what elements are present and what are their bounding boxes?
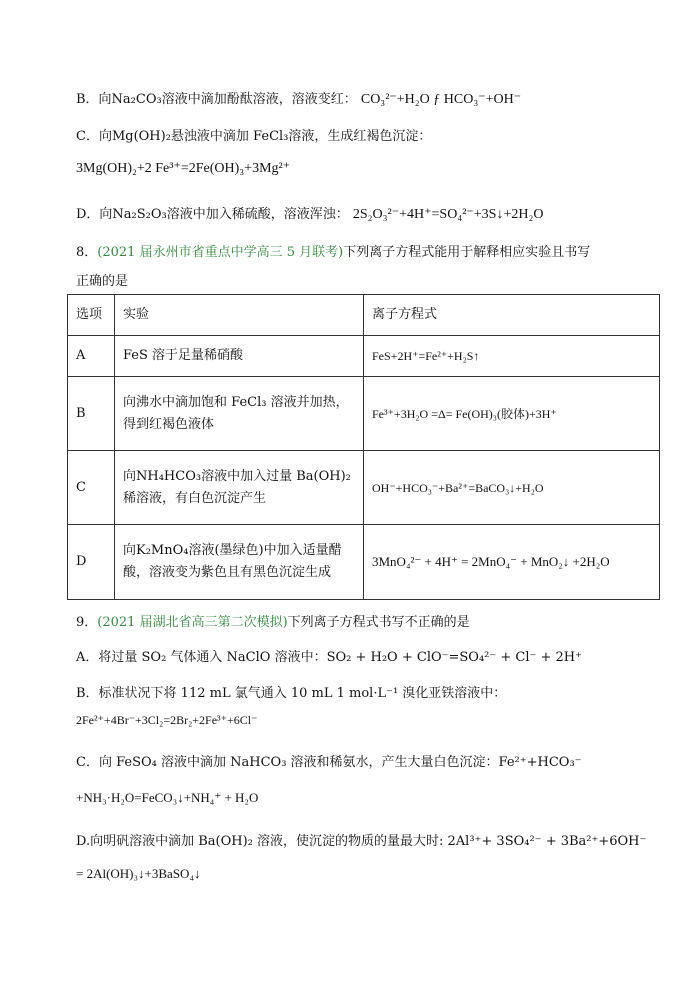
q9-stem-text: 下列离子方程式书写不正确的是 xyxy=(287,615,470,630)
q8-number: 8． xyxy=(76,245,98,260)
q8-source: (2021 届永州市省重点中学高三 5 月联考) xyxy=(97,245,344,260)
q7-option-b-text: B．向Na₂CO₃溶液中滴加酚酞溶液，溶液变红： xyxy=(76,92,357,107)
q7-option-c-equation: 3Mg(OH)₂+2 Fe³⁺=2Fe(OH)₃+3Mg²⁺ xyxy=(76,161,291,176)
q9-option-a: A．将过量 SO₂ 气体通入 NaClO 溶液中：SO₂ + H₂O + ClO⁻=SO₄²⁻ + Cl⁻ + 2H⁺ xyxy=(76,650,582,665)
row-equation: FeS+2H⁺=Fe²⁺+H₂S↑ xyxy=(364,336,660,377)
header-experiment: 实验 xyxy=(115,295,364,336)
q8-stem-continued: 正确的是 xyxy=(76,274,129,289)
q9-stem xyxy=(76,611,470,630)
q9-option-b-equation: 2Fe²⁺+4Br⁻+3Cl₂=2Br₂+2Fe³⁺+6Cl⁻ xyxy=(76,713,258,727)
q7-option-d xyxy=(76,203,543,223)
row-experiment: 向NH₄HCO₃溶液中加入过量 Ba(OH)₂ 稀溶液，有白色沉淀产生 xyxy=(115,451,364,525)
row-experiment: FeS 溶于足量稀硝酸 xyxy=(115,336,364,377)
table-row xyxy=(68,525,660,600)
row-option: A xyxy=(68,336,115,377)
row-experiment: 向沸水中滴加饱和 FeCl₃ 溶液并加热，得到红褐色液体 xyxy=(115,377,364,451)
q9-option-c-text: C．向 FeSO₄ 溶液中滴加 NaHCO₃ 溶液和稀氨水，产生大量白色沉淀：Fe²⁺+HCO₃⁻ xyxy=(76,755,582,770)
q9-option-d-text: D.向明矾溶液中滴加 Ba(OH)₂ 溶液，使沉淀的物质的量最大时: 2Al³⁺+ 3SO₄²⁻ + 3Ba²⁺+6OH⁻ xyxy=(76,834,647,849)
row-equation: OH⁻+HCO₃⁻+Ba²⁺=BaCO₃↓+H₂O xyxy=(364,451,660,525)
q7-option-d-text: D．向Na₂S₂O₃溶液中加入稀硫酸，溶液浑浊： xyxy=(76,207,349,222)
q9-option-c-equation: +NH₃·H₂O=FeCO₃↓+NH₄⁺ + H₂O xyxy=(76,790,259,805)
table-row xyxy=(68,377,660,451)
q8-table xyxy=(67,294,660,600)
q8-stem-text: 下列离子方程式能用于解释相应实验且书写 xyxy=(343,245,591,260)
header-option: 选项 xyxy=(68,295,115,336)
table-row xyxy=(68,451,660,525)
row-equation: 3MnO₄²⁻ + 4H⁺ = 2MnO₄⁻ + MnO₂↓ +2H₂O xyxy=(364,525,660,600)
q7-option-d-equation: 2S₂O₃²⁻+4H⁺=SO₄²⁻+3S↓+2H₂O xyxy=(352,207,544,222)
row-experiment: 向K₂MnO₄溶液(墨绿色)中加入适量醋酸，溶液变为紫色且有黑色沉淀生成 xyxy=(115,525,364,600)
header-equation: 离子方程式 xyxy=(364,295,660,336)
q7-option-b-equation: CO₃²⁻+H₂O ƒ HCO₃⁻+OH⁻ xyxy=(360,92,522,107)
row-option: B xyxy=(68,377,115,451)
table-header-row xyxy=(68,295,660,336)
q9-source: (2021 届湖北省高三第二次模拟) xyxy=(97,615,288,630)
q9-number: 9． xyxy=(76,615,98,630)
q9-option-b-text: B．标准状况下将 112 mL 氯气通入 10 mL 1 mol·L⁻¹ 溴化亚铁溶液中： xyxy=(76,686,507,701)
table-row xyxy=(68,336,660,377)
row-option: D xyxy=(68,525,115,600)
row-option: C xyxy=(68,451,115,525)
q7-option-b xyxy=(76,88,521,108)
q7-option-c-text: C．向Mg(OH)₂悬浊液中滴加 FeCl₃溶液，生成红褐色沉淀： xyxy=(76,129,432,144)
q8-stem xyxy=(76,241,590,260)
q9-option-d-equation: = 2Al(OH)₃↓+3BaSO₄↓ xyxy=(76,866,201,881)
row-equation: Fe³⁺+3H₂O =Δ= Fe(OH)₃(胶体)+3H⁺ xyxy=(364,377,660,451)
